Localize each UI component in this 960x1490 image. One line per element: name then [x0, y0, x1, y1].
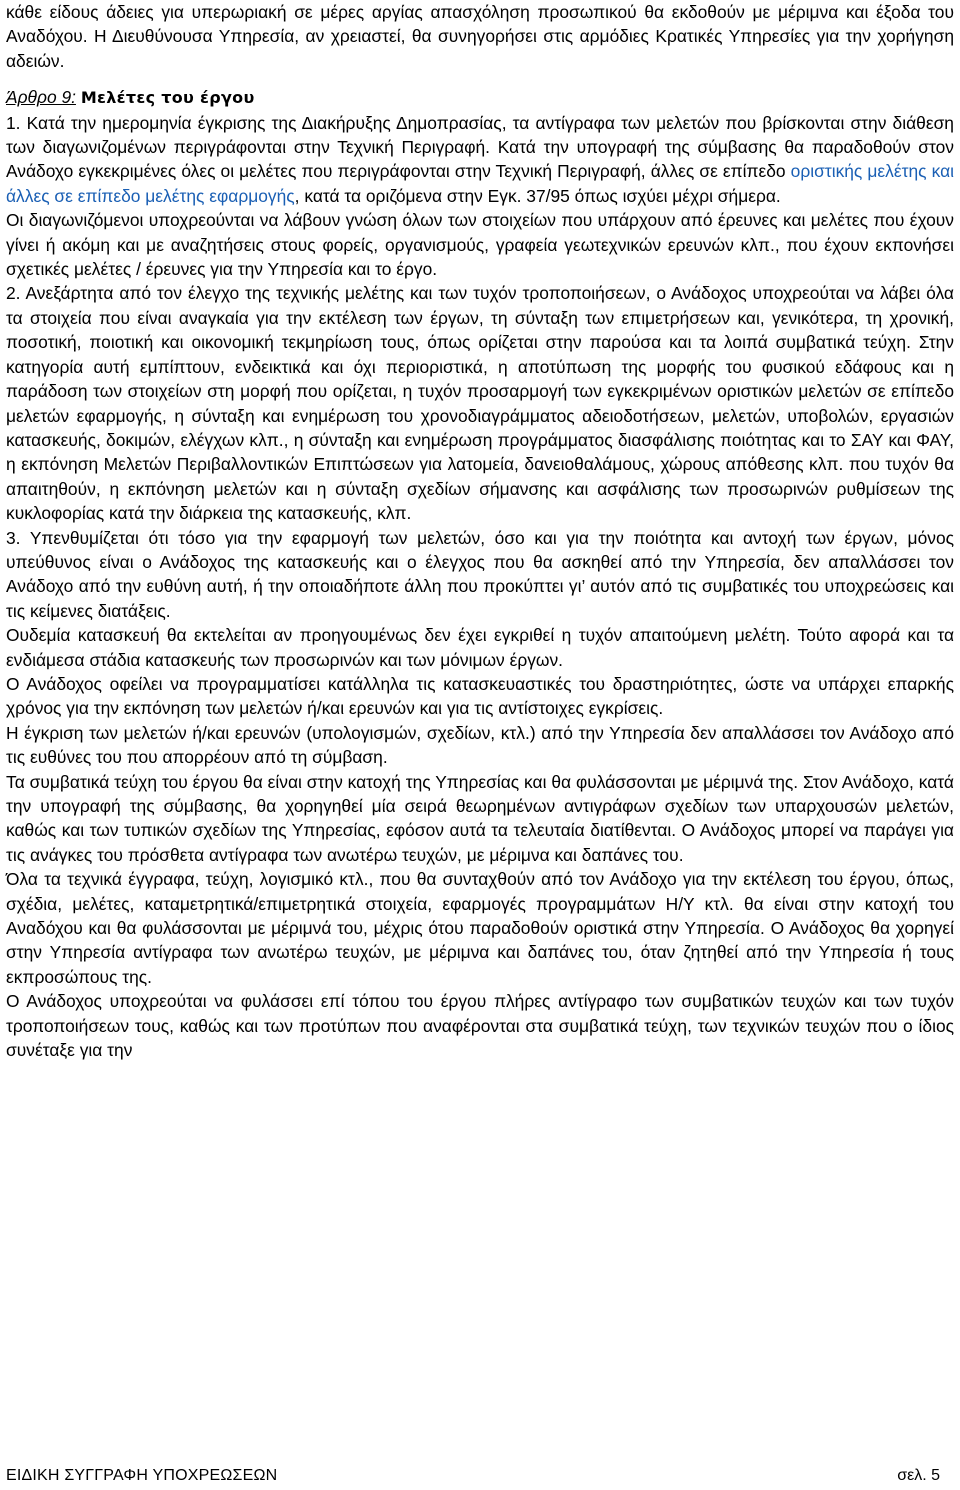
footer-document-title: ΕΙΔΙΚΗ ΣΥΓΓΡΑΦΗ ΥΠΟΧΡΕΩΣΕΩΝ	[6, 1467, 278, 1484]
paragraph-1: Ουδεμία κατασκευή θα εκτελείται αν προηγουμένως δεν έχει εγκριθεί η τυχόν απαιτούμενη μελέτη. Τούτο αφορά και τα ενδιάμεσα στάδια κατασκευής των προσωρινών και των μόνιμων έργων.	[6, 625, 954, 670]
footer-page-number: σελ. 5	[897, 1467, 940, 1484]
item-1-text-b: , κατά τα οριζόμενα στην Εγκ. 37/95 όπως ισχύει μέχρι σήμερα.	[294, 185, 781, 206]
article-heading	[6, 85, 954, 110]
article-title: Μελέτες του έργου	[80, 88, 255, 108]
item-2	[6, 281, 954, 525]
paragraph-6: Ο Ανάδοχος υποχρεούται να φυλάσσει επί τόπου του έργου πλήρες αντίγραφο των συμβατικών τευχών και των τυχόν τροποποιήσεων τους, καθώς και των προτύπων που αναφέρονται στα συμβατικά τεύχη, των τεχνικών τευχών που ο ίδιος συνέταξε για την	[6, 991, 954, 1061]
item-1-text-highlight: οριστικής μελέτης και άλλες σε επίπεδο μελέτης εφαρμογής	[6, 161, 954, 206]
item-2-number: 2.	[6, 283, 21, 304]
intro-paragraph: κάθε είδους άδειες για υπερωριακή σε μέρες αργίας απασχόληση προσωπικού θα εκδοθούν με μέριμνα και έξοδα του Αναδόχου. Η Διευθύνουσα Υπηρεσία, αν χρειαστεί, θα συνηγορήσει στις αρμόδιες Κρατικές Υπηρεσίες για την χορήγηση αδειών.	[6, 2, 954, 71]
item-1-text-a: Κατά την ημερομηνία έγκρισης της Διακήρυξης Δημοπρασίας, τα αντίγραφα των μελετών που βρίσκονται στην διάθεση των διαγωνιζομένων περιγράφονται στην Τεχνική Περιγραφή. Κατά την υπογραφή της σύμβασης θα παραδοθούν στον Ανάδοχο εγκεκριμένες όλες οι μελέτες που περιγράφονται στην Τεχνική Περιγραφή, άλλες σε επίπεδο	[6, 112, 954, 182]
item-1-paragraph-c: Οι διαγωνιζόμενοι υποχρεούνται να λάβουν γνώση όλων των στοιχείων που υπάρχουν από έρευνες και μελέτες που έχουν γίνει ή ακόμη και με αναζητήσεις στους φορείς, οργανισμούς, γραφεία γεωτεχνικών ερευνών κλπ., που έχουν εκπονήσει σχετικές μελέτες / έρευνες για την Υπηρεσία και το έργο.	[6, 210, 954, 280]
item-3-number: 3.	[6, 527, 21, 548]
item-3	[6, 526, 954, 624]
paragraph-5: Όλα τα τεχνικά έγγραφα, τεύχη, λογισμικό κτλ., που θα συνταχθούν από τον Ανάδοχο για την εκτέλεση του έργου, όπως, σχέδια, μελέτες, καταμετρητικά/επιμετρητικά στοιχεία, εφαρμογές προγραμμάτων Η/Υ κτλ. θα είναι στην κατοχή του Αναδόχου και θα φυλάσσονται με μέριμνά του, μέχρις ότου παραδοθούν οριστικά στην Υπηρεσία. Ο Ανάδοχος θα χορηγεί στην Υπηρεσία αντίγραφα των ανωτέρω τευχών, με μέριμνα και δαπάνες του, όταν ζητηθεί από την Υπηρεσία ή τους εκπροσώπους της.	[6, 869, 954, 987]
paragraph-2: Ο Ανάδοχος οφείλει να προγραμματίσει κατάλληλα τις κατασκευαστικές του δραστηριότητες, ώστε να υπάρχει επαρκής χρόνος για την εκπόνηση των μελετών ή/και ερευνών και για τις αντίστοιχες εγκρίσεις.	[6, 673, 954, 719]
document-body	[6, 0, 954, 1062]
article-number: Άρθρο 9:	[6, 87, 76, 108]
paragraph-4: Τα συμβατικά τεύχη του έργου θα είναι στην κατοχή της Υπηρεσίας και θα φυλάσσονται με μέριμνά της. Στον Ανάδοχο, κατά την υπογραφή της σύμβασης, θα χορηγηθεί μία σειρά θεωρημένων αντιγράφων σχεδίων των υπαρχουσών μελετών, καθώς και των τυπικών σχεδίων της Υπηρεσίας, εφόσον αυτά τα τελευταία διατίθενται. Ο Ανάδοχος μπορεί να παράγει για τις ανάγκες του πρόσθετα αντίγραφα των ανωτέρω τευχών, με μέριμνα και δαπάνες του.	[6, 771, 954, 865]
item-3-text: Υπενθυμίζεται ότι τόσο για την εφαρμογή των μελετών, όσο και για την ποιότητα και αντοχή των έργων, μόνος υπεύθυνος είναι ο Ανάδοχος της κατασκευής και ο έλεγχος που θα ασκηθεί από την Υπηρεσία, δεν απαλλάσσει τον Ανάδοχο από την ευθύνη αυτή, ή την οποιαδήποτε άλλη που προκύπτει γι’ αυτόν από τις συμβατικές του υποχρεώσεις και τις κείμενες διατάξεις.	[6, 527, 954, 621]
item-1-number: 1.	[6, 112, 21, 133]
item-1	[6, 111, 954, 209]
paragraph-3: Η έγκριση των μελετών ή/και ερευνών (υπολογισμών, σχεδίων, κτλ.) από την Υπηρεσία δεν απαλλάσσει τον Ανάδοχο από τις ευθύνες του που απορρέουν από τη σύμβαση.	[6, 722, 954, 768]
item-2-text: Ανεξάρτητα από τον έλεγχο της τεχνικής μελέτης και των τυχόν τροποποιήσεων, ο Ανάδοχος υποχρεούται να λάβει όλα τα στοιχεία που είναι αναγκαία για την εκτέλεση των έργων, τη σύνταξη των επιμετρήσεων και, γενικότερα, τη χρονική, ποσοτική, ποιοτική και οικονομική τεκμηρίωση τους, όπως ορίζεται στην παρούσα και τα λοιπά συμβατικά τεύχη. Στην κατηγορία αυτή εμπίπτουν, ενδεικτικά και όχι περιοριστικά, η αποτύπωση της μορφής του φυσικού εδάφους και η παράδοση των στοιχείων στη μορφή που ορίζεται, η τυχόν προσαρμογή των εγκεκριμένων οριστικών μελετών σε επίπεδο μελετών εφαρμογής, η σύνταξη και ενημέρωση του χρονοδιαγράμματος αδειοδοτήσεων, μελετών, υποβολών, εργασιών κατασκευής, δοκιμών, ελέγχων κλπ., η σύνταξη και ενημέρωση προγράμματος διασφάλισης ποιότητας και το ΣΑΥ και ΦΑΥ, η εκπόνηση Μελετών Περιβαλλοντικών Επιπτώσεων για λατομεία, δανειοθαλάμους, χώρους απόθεσης κλπ. που τυχόν θα απαιτηθούν, η εκπόνηση μελετών και η σύνταξη σχεδίων σήμανσης και ασφάλισης των προσωρινών ρυθμίσεων της κυκλοφορίας κατά την διάρκεια της κατασκευής, κλπ.	[6, 283, 954, 524]
